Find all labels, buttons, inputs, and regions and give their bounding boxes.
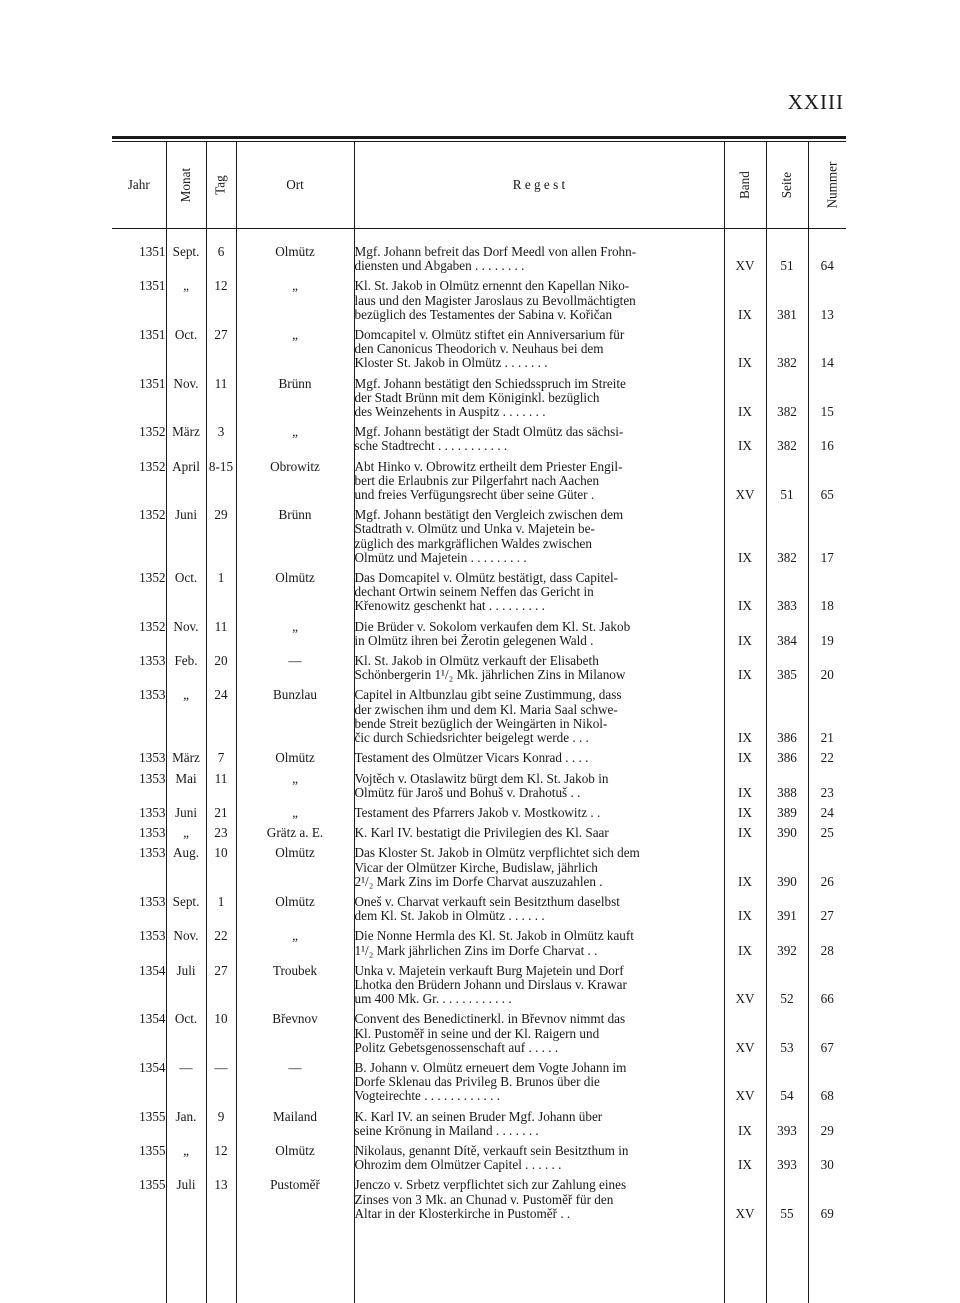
- cell-ort: Olmütz: [236, 846, 354, 895]
- cell-monat: März: [166, 751, 206, 771]
- cell-band: IX: [724, 772, 766, 806]
- regest-line: in Olmütz ihren bei Žerotin gelegenen Wald .: [354, 633, 594, 648]
- cell-ort: Pustoměř: [236, 1178, 354, 1227]
- cell-band: IX: [724, 826, 766, 846]
- table-row: [112, 425, 846, 459]
- regest-line: Testament des Olmützer Vicars Konrad . . . .: [354, 751, 589, 766]
- cell-seite: 382: [766, 425, 808, 459]
- cell-ort: Olmütz: [236, 229, 354, 280]
- cell-band: IX: [724, 425, 766, 459]
- regest-line: den Canonicus Theodorich v. Neuhaus bei dem: [354, 342, 604, 357]
- cell-band: XV: [724, 1012, 766, 1061]
- regest-line: um 400 Mk. Gr. . . . . . . . . . . .: [354, 992, 512, 1007]
- header-nummer: Nummer: [808, 142, 846, 229]
- cell-tag: 11: [206, 377, 236, 426]
- regest-line: Politz Gebetsgenossenschaft auf . . . . .: [354, 1040, 559, 1055]
- cell-regest: [354, 1061, 724, 1110]
- regest-line: dem Kl. St. Jakob in Olmütz . . . . . .: [354, 909, 545, 924]
- cell-regest: [354, 826, 724, 846]
- table-row: [112, 826, 846, 846]
- cell-monat: Nov.: [166, 929, 206, 963]
- cell-seite: 393: [766, 1110, 808, 1144]
- cell-ort: Olmütz: [236, 895, 354, 929]
- cell-jahr: 1353: [139, 825, 166, 841]
- cell-regest: [354, 425, 724, 459]
- cell-band: XV: [724, 229, 766, 280]
- cell-seite: 55: [766, 1178, 808, 1227]
- cell-regest: [354, 460, 724, 509]
- cell-regest: [354, 620, 724, 654]
- cell-regest: [354, 1178, 724, 1227]
- cell-ort: —: [236, 1061, 354, 1110]
- cell-ort: „: [236, 929, 354, 963]
- cell-band: IX: [724, 620, 766, 654]
- cell-regest: [354, 751, 724, 771]
- cell-nummer: 69: [808, 1178, 846, 1227]
- cell-tag: 1: [206, 571, 236, 620]
- top-rule-thick: [112, 136, 846, 139]
- cell-nummer: 65: [808, 460, 846, 509]
- page-number: XXIII: [787, 90, 844, 114]
- cell-regest: [354, 328, 724, 377]
- cell-monat: „: [166, 1144, 206, 1178]
- cell-jahr: 1351: [139, 327, 166, 343]
- regest-line: Vicar der Olmützer Kirche, Budislaw, jährlich: [354, 860, 598, 875]
- regest-line: sche Stadtrecht . . . . . . . . . . .: [354, 439, 508, 454]
- cell-monat: Sept.: [166, 895, 206, 929]
- cell-tag: 11: [206, 772, 236, 806]
- cell-nummer: 29: [808, 1110, 846, 1144]
- regest-line: und freies Verfügungsrecht über seine Güter .: [354, 488, 595, 503]
- table-row: [112, 751, 846, 771]
- cell-regest: [354, 1144, 724, 1178]
- cell-jahr: 1352: [139, 458, 166, 474]
- regest-line: der zwischen ihm und dem Kl. Maria Saal schwe-: [354, 702, 618, 717]
- cell-band: IX: [724, 929, 766, 963]
- regest-line: züglich des markgräflichen Waldes zwischen: [354, 536, 592, 551]
- spacer-cell: [766, 1227, 808, 1303]
- regest-line: des Weinzehents in Auspitz . . . . . . .: [354, 405, 546, 420]
- regest-line: Olmütz für Jaroš und Bohuš v. Drahotuš . .: [354, 785, 581, 800]
- table-row: [112, 1061, 846, 1110]
- table-row: [112, 377, 846, 426]
- cell-seite: 51: [766, 229, 808, 280]
- spacer-cell: [166, 1227, 206, 1303]
- regest-line: Kl. Pustoměř in seine und der Kl. Raigern und: [354, 1026, 600, 1041]
- cell-ort: Břevnov: [236, 1012, 354, 1061]
- regest-line: Testament des Pfarrers Jakob v. Mostkowitz . .: [354, 805, 601, 820]
- cell-seite: 381: [766, 279, 808, 328]
- cell-monat: April: [166, 460, 206, 509]
- cell-monat: Oct.: [166, 571, 206, 620]
- cell-seite: 382: [766, 328, 808, 377]
- cell-monat: Nov.: [166, 377, 206, 426]
- regest-line: Vojtěch v. Otaslawitz bürgt dem Kl. St. Jakob in: [354, 771, 609, 786]
- header-regest: R e g e s t: [354, 142, 724, 229]
- regest-line: Kloster St. Jakob in Olmütz . . . . . . .: [354, 356, 548, 371]
- cell-regest: [354, 571, 724, 620]
- cell-nummer: 30: [808, 1144, 846, 1178]
- cell-monat: „: [166, 688, 206, 751]
- cell-seite: 51: [766, 460, 808, 509]
- cell-jahr: 1353: [139, 928, 166, 944]
- regest-line: Stadtrath v. Olmütz und Unka v. Majetein be-: [354, 522, 595, 537]
- cell-monat: Juni: [166, 508, 206, 571]
- cell-nummer: 15: [808, 377, 846, 426]
- cell-band: IX: [724, 279, 766, 328]
- cell-nummer: 28: [808, 929, 846, 963]
- cell-jahr: 1351: [139, 244, 166, 259]
- regest-line: Capitel in Altbunzlau gibt seine Zustimmung, dass: [354, 688, 622, 703]
- cell-jahr: 1355: [139, 1142, 166, 1158]
- cell-monat: Jan.: [166, 1110, 206, 1144]
- cell-jahr: 1353: [139, 893, 166, 909]
- regest-line: Kl. St. Jakob in Olmütz verkauft der Elisabeth: [354, 654, 599, 669]
- regest-line: Nikolaus, genannt Dítě, verkauft sein Besitzthum in: [354, 1143, 629, 1158]
- cell-jahr: 1355: [139, 1108, 166, 1124]
- regest-line: Kl. St. Jakob in Olmütz ernennt den Kapellan Niko-: [354, 279, 630, 294]
- table-row: [112, 1144, 846, 1178]
- table-row: [112, 460, 846, 509]
- spacer-cell: [808, 1227, 846, 1303]
- table-row: [112, 846, 846, 895]
- regest-line: Jenczo v. Srbetz verpflichtet sich zur Zahlung eines: [354, 1178, 627, 1193]
- regest-line: Zinses von 3 Mk. an Chunad v. Pustoměř für den: [354, 1192, 614, 1207]
- cell-nummer: 21: [808, 688, 846, 751]
- cell-nummer: 68: [808, 1061, 846, 1110]
- regest-line: bezüglich des Testamentes der Sabina v. Kořičan: [354, 307, 613, 322]
- cell-regest: [354, 654, 724, 688]
- cell-ort: Olmütz: [236, 751, 354, 771]
- table-row: [112, 688, 846, 751]
- regest-line: Domcapitel v. Olmütz stiftet ein Anniversarium für: [354, 328, 625, 343]
- table-row: [112, 279, 846, 328]
- regest-rows: [112, 229, 846, 1303]
- cell-jahr: 1354: [139, 962, 166, 978]
- cell-monat: Sept.: [166, 229, 206, 280]
- cell-regest: [354, 279, 724, 328]
- regest-line: Křenowitz geschenkt hat . . . . . . . . .: [354, 599, 545, 614]
- table-row: [112, 806, 846, 826]
- regest-line: Unka v. Majetein verkauft Burg Majetein und Dorf: [354, 963, 624, 978]
- regest-table: [112, 142, 846, 1303]
- cell-tag: 1: [206, 895, 236, 929]
- cell-band: IX: [724, 846, 766, 895]
- cell-tag: 8-15: [206, 460, 236, 509]
- cell-seite: 391: [766, 895, 808, 929]
- spacer-cell: [724, 1227, 766, 1303]
- header-jahr: Jahr: [112, 142, 166, 229]
- cell-monat: Nov.: [166, 620, 206, 654]
- cell-seite: 382: [766, 377, 808, 426]
- cell-ort: Mailand: [236, 1110, 354, 1144]
- cell-band: IX: [724, 1110, 766, 1144]
- table-row: [112, 1178, 846, 1227]
- regest-line: Mgf. Johann bestätigt den Vergleich zwischen dem: [354, 508, 624, 523]
- cell-nummer: 18: [808, 571, 846, 620]
- header-tag: Tag: [206, 142, 236, 229]
- cell-monat: Aug.: [166, 846, 206, 895]
- regest-line: K. Karl IV. an seinen Bruder Mgf. Johann über: [354, 1109, 603, 1124]
- cell-regest: [354, 846, 724, 895]
- cell-regest: [354, 508, 724, 571]
- cell-seite: 384: [766, 620, 808, 654]
- cell-nummer: 64: [808, 229, 846, 280]
- cell-jahr: 1352: [139, 570, 166, 586]
- cell-monat: „: [166, 826, 206, 846]
- table-row: [112, 1012, 846, 1061]
- cell-jahr: 1353: [139, 687, 166, 703]
- cell-tag: 7: [206, 751, 236, 771]
- spacer-cell: [236, 1227, 354, 1303]
- cell-ort: Troubek: [236, 964, 354, 1013]
- cell-nummer: 25: [808, 826, 846, 846]
- cell-band: IX: [724, 571, 766, 620]
- cell-seite: 52: [766, 964, 808, 1013]
- cell-nummer: 13: [808, 279, 846, 328]
- cell-nummer: 27: [808, 895, 846, 929]
- regest-line: Mgf. Johann bestätigt den Schiedsspruch im Streite: [354, 376, 626, 391]
- cell-regest: [354, 895, 724, 929]
- cell-regest: [354, 772, 724, 806]
- cell-nummer: 26: [808, 846, 846, 895]
- regest-line: Convent des Benedictinerkl. in Břevnov nimmt das: [354, 1012, 626, 1027]
- cell-nummer: 19: [808, 620, 846, 654]
- cell-band: IX: [724, 806, 766, 826]
- cell-tag: 10: [206, 1012, 236, 1061]
- cell-nummer: 16: [808, 425, 846, 459]
- header-ort: Ort: [236, 142, 354, 229]
- regest-line: Das Kloster St. Jakob in Olmütz verpflichtet sich dem: [354, 846, 640, 861]
- cell-tag: 10: [206, 846, 236, 895]
- cell-tag: 9: [206, 1110, 236, 1144]
- cell-tag: 11: [206, 620, 236, 654]
- cell-jahr: 1353: [139, 653, 166, 669]
- cell-seite: 393: [766, 1144, 808, 1178]
- cell-monat: März: [166, 425, 206, 459]
- table-row: [112, 1110, 846, 1144]
- table-row: [112, 620, 846, 654]
- table-row: [112, 328, 846, 377]
- cell-seite: 386: [766, 751, 808, 771]
- cell-band: IX: [724, 654, 766, 688]
- cell-tag: 24: [206, 688, 236, 751]
- cell-nummer: 23: [808, 772, 846, 806]
- regest-line: Mgf. Johann befreit das Dorf Meedl von allen Frohn-: [354, 245, 637, 259]
- regest-line: Olmütz und Majetein . . . . . . . . .: [354, 550, 527, 565]
- regest-line: diensten und Abgaben . . . . . . . .: [354, 259, 525, 274]
- cell-band: XV: [724, 1061, 766, 1110]
- regest-line: Altar in der Klosterkirche in Pustoměř . .: [354, 1206, 571, 1221]
- cell-band: XV: [724, 964, 766, 1013]
- cell-jahr: 1354: [139, 1059, 166, 1075]
- cell-monat: Juni: [166, 806, 206, 826]
- table-row: [112, 772, 846, 806]
- table-row: [112, 964, 846, 1013]
- cell-jahr: 1353: [139, 804, 166, 820]
- regest-line: B. Johann v. Olmütz erneuert dem Vogte Johann im: [354, 1060, 627, 1075]
- cell-jahr: 1352: [139, 507, 166, 523]
- cell-ort: Brünn: [236, 508, 354, 571]
- header-seite: Seite: [766, 142, 808, 229]
- cell-tag: 29: [206, 508, 236, 571]
- header-row: [112, 142, 846, 229]
- cell-tag: 27: [206, 964, 236, 1013]
- regest-line: Vogteirechte . . . . . . . . . . . .: [354, 1089, 501, 1104]
- cell-seite: 383: [766, 571, 808, 620]
- cell-tag: 23: [206, 826, 236, 846]
- cell-monat: Juli: [166, 964, 206, 1013]
- cell-ort: „: [236, 806, 354, 826]
- spacer-row: [112, 1227, 846, 1303]
- cell-tag: —: [206, 1061, 236, 1110]
- cell-band: IX: [724, 377, 766, 426]
- regest-line: laus und den Magister Jaroslaus zu Bevollmächtigten: [354, 293, 636, 308]
- cell-seite: 53: [766, 1012, 808, 1061]
- cell-band: IX: [724, 751, 766, 771]
- table-row: [112, 508, 846, 571]
- cell-regest: [354, 377, 724, 426]
- cell-regest: [354, 1110, 724, 1144]
- regest-line: Das Domcapitel v. Olmütz bestätigt, dass Capitel-: [354, 571, 619, 586]
- cell-seite: 386: [766, 688, 808, 751]
- cell-jahr: 1351: [139, 278, 166, 294]
- cell-jahr: 1352: [139, 618, 166, 634]
- cell-ort: „: [236, 279, 354, 328]
- cell-band: XV: [724, 460, 766, 509]
- cell-seite: 385: [766, 654, 808, 688]
- cell-seite: 390: [766, 826, 808, 846]
- cell-ort: Olmütz: [236, 571, 354, 620]
- regest-line: Lhotka den Brüdern Johann und Dirslaus v. Krawar: [354, 977, 627, 992]
- cell-seite: 382: [766, 508, 808, 571]
- cell-nummer: 66: [808, 964, 846, 1013]
- regest-line: K. Karl IV. bestatigt die Privilegien des Kl. Saar: [354, 826, 609, 841]
- regest-line: Schönbergerin 1¹/₂ Mk. jährlichen Zins in Milanow: [354, 668, 626, 683]
- regest-line: 1¹/₂ Mark jährlichen Zins im Dorfe Charvat . .: [354, 943, 598, 958]
- cell-seite: 54: [766, 1061, 808, 1110]
- cell-nummer: 22: [808, 751, 846, 771]
- cell-jahr: 1351: [139, 375, 166, 391]
- regest-line: Dorfe Sklenau das Privileg B. Brunos über die: [354, 1075, 600, 1090]
- header-monat: Monat: [166, 142, 206, 229]
- cell-ort: „: [236, 772, 354, 806]
- table-row: [112, 929, 846, 963]
- cell-band: IX: [724, 688, 766, 751]
- cell-regest: [354, 806, 724, 826]
- cell-tag: 13: [206, 1178, 236, 1227]
- cell-ort: „: [236, 620, 354, 654]
- cell-ort: Bunzlau: [236, 688, 354, 751]
- cell-monat: Oct.: [166, 328, 206, 377]
- cell-band: IX: [724, 1144, 766, 1178]
- cell-ort: Brünn: [236, 377, 354, 426]
- cell-regest: [354, 964, 724, 1013]
- cell-monat: —: [166, 1061, 206, 1110]
- table-row: [112, 654, 846, 688]
- cell-ort: „: [236, 425, 354, 459]
- regest-line: seine Krönung in Mailand . . . . . . .: [354, 1123, 539, 1138]
- cell-seite: 389: [766, 806, 808, 826]
- cell-monat: Juli: [166, 1178, 206, 1227]
- regest-line: Die Nonne Hermla des Kl. St. Jakob in Olmütz kauft: [354, 929, 634, 944]
- cell-tag: 6: [206, 229, 236, 280]
- regest-line: Abt Hinko v. Obrowitz ertheilt dem Priester Engil-: [354, 459, 623, 474]
- cell-tag: 27: [206, 328, 236, 377]
- regest-line: 2¹/₂ Mark Zins im Dorfe Charvat auszuzahlen .: [354, 874, 603, 889]
- cell-nummer: 14: [808, 328, 846, 377]
- cell-seite: 388: [766, 772, 808, 806]
- regest-line: Ohrozim dem Olmützer Capitel . . . . . .: [354, 1158, 562, 1173]
- cell-ort: „: [236, 328, 354, 377]
- cell-regest: [354, 229, 724, 280]
- spacer-cell: [354, 1227, 724, 1303]
- table-row: [112, 895, 846, 929]
- cell-band: IX: [724, 508, 766, 571]
- cell-seite: 392: [766, 929, 808, 963]
- cell-nummer: 17: [808, 508, 846, 571]
- cell-band: IX: [724, 328, 766, 377]
- regest-line: Die Brüder v. Sokolom verkaufen dem Kl. St. Jakob: [354, 619, 631, 634]
- cell-band: XV: [724, 1178, 766, 1227]
- regest-line: Mgf. Johann bestätigt der Stadt Olmütz das sächsi-: [354, 425, 624, 440]
- cell-regest: [354, 688, 724, 751]
- cell-regest: [354, 1012, 724, 1061]
- cell-jahr: 1353: [139, 770, 166, 786]
- cell-tag: 12: [206, 1144, 236, 1178]
- regest-line: der Stadt Brünn mit dem Königinkl. bezüglich: [354, 390, 600, 405]
- regest-line: Oneš v. Charvat verkauft sein Besitzthum daselbst: [354, 894, 620, 909]
- spacer-cell: [206, 1227, 236, 1303]
- table-row: [112, 229, 846, 280]
- cell-tag: 20: [206, 654, 236, 688]
- regest-line: čic durch Schiedsrichter beigelegt werde . . .: [354, 731, 589, 746]
- cell-jahr: 1353: [139, 845, 166, 861]
- cell-seite: 390: [766, 846, 808, 895]
- regest-line: bert die Erlaubnis zur Pilgerfahrt nach Aachen: [354, 473, 600, 488]
- cell-regest: [354, 929, 724, 963]
- cell-nummer: 67: [808, 1012, 846, 1061]
- cell-band: IX: [724, 895, 766, 929]
- cell-jahr: 1352: [139, 424, 166, 440]
- cell-ort: —: [236, 654, 354, 688]
- cell-jahr: 1355: [139, 1177, 166, 1193]
- cell-nummer: 24: [808, 806, 846, 826]
- cell-tag: 21: [206, 806, 236, 826]
- header-band: Band: [724, 142, 766, 229]
- cell-tag: 3: [206, 425, 236, 459]
- cell-jahr: 1353: [139, 750, 166, 766]
- cell-ort: Grätz a. E.: [236, 826, 354, 846]
- cell-tag: 22: [206, 929, 236, 963]
- spacer-cell: [112, 1227, 166, 1303]
- cell-tag: 12: [206, 279, 236, 328]
- cell-monat: „: [166, 279, 206, 328]
- cell-ort: Olmütz: [236, 1144, 354, 1178]
- cell-jahr: 1354: [139, 1011, 166, 1027]
- table-row: [112, 571, 846, 620]
- regest-line: dechant Ortwin seinem Neffen das Gericht in: [354, 585, 594, 600]
- cell-nummer: 20: [808, 654, 846, 688]
- cell-monat: Mai: [166, 772, 206, 806]
- regest-table-container: [112, 136, 846, 1303]
- regest-line: bende Streit bezüglich der Weingärten in Nikol-: [354, 716, 608, 731]
- cell-monat: Oct.: [166, 1012, 206, 1061]
- cell-ort: Obrowitz: [236, 460, 354, 509]
- cell-monat: Feb.: [166, 654, 206, 688]
